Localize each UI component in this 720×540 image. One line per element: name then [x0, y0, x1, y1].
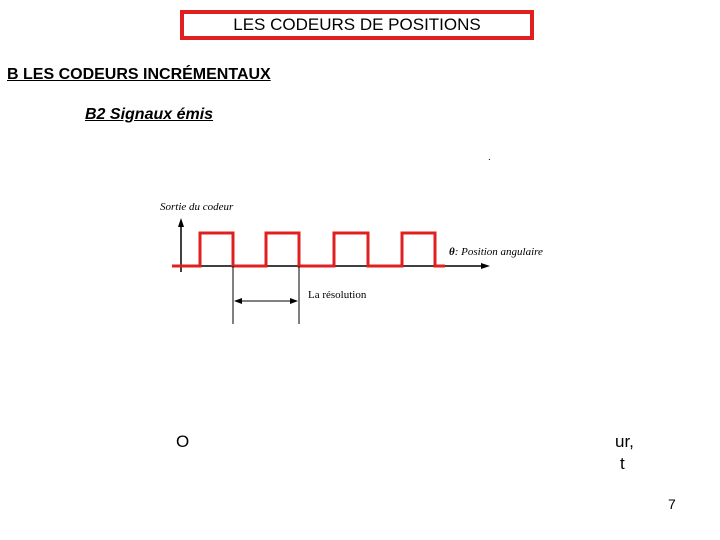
- resolution-arrow-right: [290, 298, 298, 304]
- square-wave-signal: [172, 233, 445, 266]
- y-axis-arrow: [178, 218, 184, 227]
- text-fragment-right-bottom: t: [620, 454, 625, 473]
- page-number: 7: [668, 496, 676, 512]
- theta-symbol: θ: [449, 246, 455, 258]
- text-fragment-left: O: [176, 432, 190, 451]
- x-axis-label-text: : Position angulaire: [454, 246, 543, 258]
- slide-title-text: LES CODEURS DE POSITIONS: [233, 15, 481, 34]
- y-axis-label: Sortie du codeur: [160, 201, 234, 213]
- resolution-label: La résolution: [308, 289, 367, 301]
- stray-dot: .: [488, 152, 491, 163]
- subsection-heading: B2 Signaux émis: [85, 106, 214, 123]
- section-heading: B LES CODEURS INCRÉMENTAUX: [7, 66, 271, 83]
- x-axis-arrow: [481, 263, 490, 269]
- resolution-arrow-left: [234, 298, 242, 304]
- text-fragment-right-top: ur,: [615, 432, 634, 451]
